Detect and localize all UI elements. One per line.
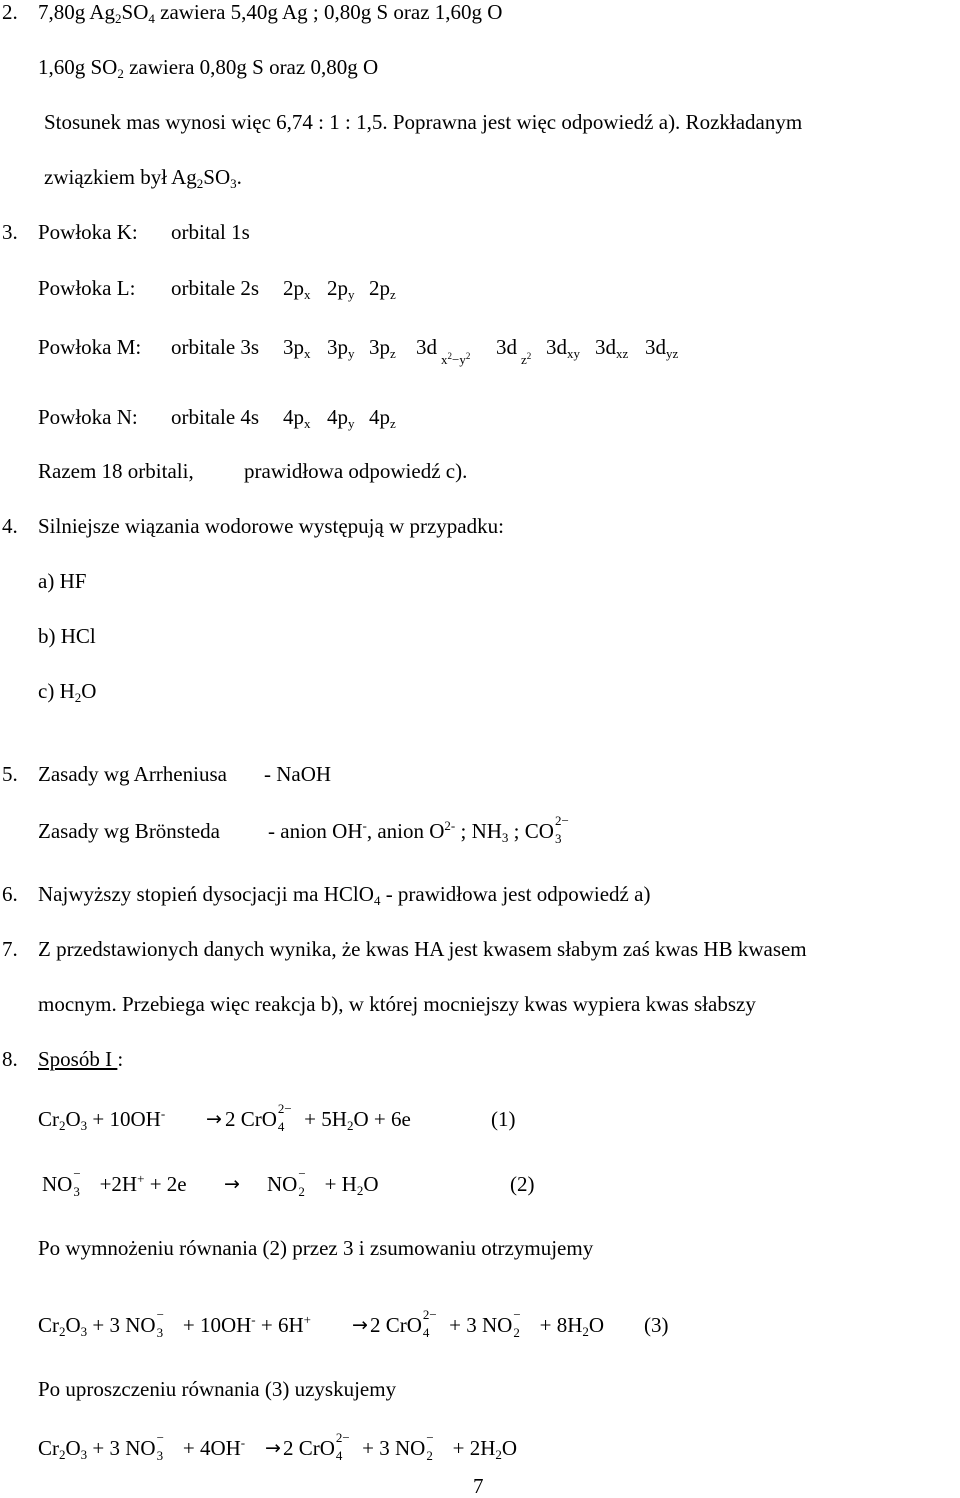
q3-total: Razem 18 orbitali, prawidłowa odpowiedź c). <box>38 459 468 483</box>
q5-bronsted: Zasady wg Brönsteda - anion OH-, anion $O^{2-}$ ; NH3 ; CO 2− 3 <box>38 813 569 846</box>
d-x2-y2-subscript: $x^2-y^2$ <box>441 351 471 367</box>
equation-2: NO − 3 +2H+ + 2e → NO − 2 + H2O (2) <box>42 1166 535 1199</box>
reaction-arrow: → <box>352 1314 368 1336</box>
q3-shell-m: Powłoka M: orbitale 3s 3px 3py 3pz 3d $x^2-y^2$ 3d $z^2$ 3dxy 3dxz 3dyz <box>38 335 679 367</box>
q3-shell-n: Powłoka N: orbitale 4s 4px 4py 4pz <box>38 405 396 431</box>
q2-number: 2. <box>2 0 18 24</box>
reaction-arrow: → <box>224 1173 240 1195</box>
reaction-arrow: → <box>206 1108 222 1130</box>
equation-3: Cr2O3 + 3 NO − 3 + 10OH- + 6H+ → 2 CrO 2− 4 + 3 NO − 2 + 8H2O (3) <box>38 1307 669 1340</box>
q2-line-4: związkiem był Ag2SO3. <box>44 165 242 191</box>
q5-arrhenius: Zasady wg Arrheniusa - NaOH <box>38 762 332 786</box>
q4-text: Silniejsze wiązania wodorowe występują w przypadku: <box>38 514 504 538</box>
equation-1: Cr2O3 + 10OH- → 2 CrO 2− 4 + 5H2O + 6e (1) <box>38 1101 516 1134</box>
reaction-arrow: → <box>265 1437 281 1459</box>
q5-number: 5. <box>2 762 18 786</box>
q8-text-2: Po uproszczeniu równania (3) uzyskujemy <box>38 1377 397 1401</box>
q7-line-1: Z przedstawionych danych wynika, że kwas HA jest kwasem słabym zaś kwas HB kwasem <box>38 937 807 961</box>
q6-number: 6. <box>2 882 18 906</box>
q8-heading: Sposób I : <box>38 1047 124 1071</box>
q3-shell-l: Powłoka L: orbitale 2s 2px 2py 2pz <box>38 276 396 302</box>
q4-number: 4. <box>2 514 18 538</box>
q2-line-1: 7,80g Ag2SO4 zawiera 5,40g Ag ; 0,80g S oraz 1,60g O <box>38 0 503 26</box>
q6-text: Najwyższy stopień dysocjacji ma HClO4 - prawidłowa jest odpowiedź a) <box>38 882 651 908</box>
q2-line-2: 1,60g SO2 zawiera 0,80g S oraz 0,80g O <box>38 55 379 81</box>
q4-option-c: c) H2O <box>38 679 97 705</box>
q7-number: 7. <box>2 937 18 961</box>
q4-option-a: a) HF <box>38 569 87 593</box>
q7-line-2: mocnym. Przebiega więc reakcja b), w której mocniejszy kwas wypiera kwas słabszy <box>38 992 756 1016</box>
q4-option-b: b) HCl <box>38 624 96 648</box>
equation-4: Cr2O3 + 3 NO − 3 + 4OH- → 2 CrO 2− 4 + 3 NO − 2 + 2H2O <box>38 1430 518 1463</box>
d-z2-subscript: $z^2$ <box>521 351 532 367</box>
q8-number: 8. <box>2 1047 18 1071</box>
q2-line-3: Stosunek mas wynosi więc 6,74 : 1 : 1,5. Poprawna jest więc odpowiedź a). Rozkładanym <box>44 110 803 134</box>
q8-text-1: Po wymnożeniu równania (2) przez 3 i zsumowaniu otrzymujemy <box>38 1236 594 1260</box>
q3-shell-k: Powłoka K: orbital 1s <box>38 220 250 244</box>
q3-number: 3. <box>2 220 18 244</box>
page-number: 7 <box>473 1474 484 1498</box>
